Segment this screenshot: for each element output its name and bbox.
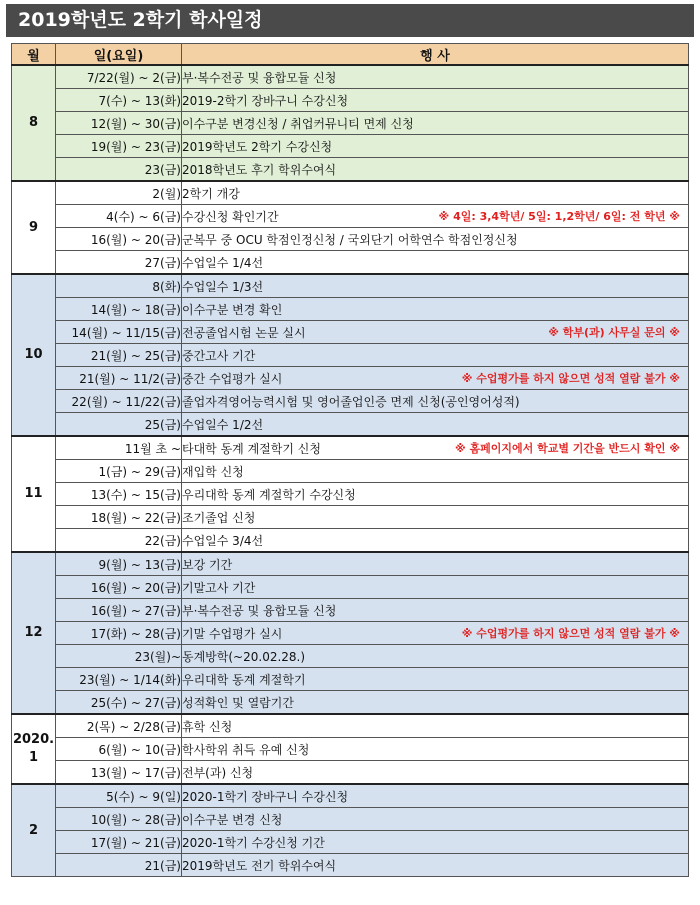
event-cell — [182, 714, 689, 738]
event-cell — [182, 529, 689, 553]
event-cell — [182, 390, 689, 413]
event-cell — [182, 599, 689, 622]
event-cell — [182, 808, 689, 831]
table-row — [12, 714, 689, 738]
event-text: 휴학 신청 — [182, 719, 233, 734]
date-cell: 21(월) ~ 11/2(금) — [56, 367, 182, 390]
date-cell: 4(수) ~ 6(금) — [56, 205, 182, 228]
table-row — [12, 552, 689, 576]
table-row — [12, 668, 689, 691]
date-cell: 21(월) ~ 25(금) — [56, 344, 182, 367]
event-note: ※ 수업평가를 하지 않으면 성적 열람 불가 ※ — [461, 372, 680, 385]
date-cell: 6(월) ~ 10(금) — [56, 738, 182, 761]
event-text: 부·복수전공 및 융합모듈 신청 — [182, 70, 337, 85]
date-cell: 27(금) — [56, 251, 182, 275]
date-cell: 18(월) ~ 22(금) — [56, 506, 182, 529]
event-text: 2학기 개강 — [182, 186, 240, 201]
date-cell: 5(수) ~ 9(일) — [56, 784, 182, 808]
event-text: 졸업자격영어능력시험 및 영어졸업인증 면제 신청(공인영어성적) — [182, 394, 520, 409]
event-cell — [182, 344, 689, 367]
table-row — [12, 413, 689, 437]
event-text: 수업일수 1/2선 — [182, 417, 264, 432]
event-text: 성적확인 및 열람기간 — [182, 695, 294, 710]
event-cell — [182, 65, 689, 89]
event-cell — [182, 321, 689, 344]
event-cell — [182, 112, 689, 135]
date-cell: 25(수) ~ 27(금) — [56, 691, 182, 715]
event-cell — [182, 761, 689, 785]
event-cell — [182, 158, 689, 182]
event-text: 부·복수전공 및 융합모듈 신청 — [182, 603, 337, 618]
date-cell: 7(수) ~ 13(화) — [56, 89, 182, 112]
event-text: 중간고사 기간 — [182, 348, 256, 363]
date-cell: 13(수) ~ 15(금) — [56, 483, 182, 506]
date-cell: 10(월) ~ 28(금) — [56, 808, 182, 831]
table-row — [12, 158, 689, 182]
month-cell: 8 — [12, 65, 56, 181]
table-row — [12, 761, 689, 785]
date-cell: 19(월) ~ 23(금) — [56, 135, 182, 158]
date-cell: 16(월) ~ 20(금) — [56, 576, 182, 599]
date-cell: 16(월) ~ 27(금) — [56, 599, 182, 622]
event-text: 수업일수 1/3선 — [182, 279, 264, 294]
event-text: 재입학 신청 — [182, 464, 244, 479]
event-text: 수업일수 1/4선 — [182, 255, 264, 270]
table-row — [12, 738, 689, 761]
date-cell: 2(월) — [56, 181, 182, 205]
table-row — [12, 784, 689, 808]
event-cell — [182, 298, 689, 321]
event-text: 우리대학 동계 계절학기 수강신청 — [182, 487, 356, 502]
event-cell — [182, 181, 689, 205]
month-cell: 2020. 1 — [12, 714, 56, 784]
date-cell: 17(월) ~ 21(금) — [56, 831, 182, 854]
event-cell — [182, 460, 689, 483]
month-cell: 10 — [12, 274, 56, 436]
date-cell: 13(월) ~ 17(금) — [56, 761, 182, 785]
header-event: 행 사 — [182, 44, 689, 66]
date-cell: 23(월) ~ 1/14(화) — [56, 668, 182, 691]
event-cell — [182, 576, 689, 599]
page-title: 2019학년도 2학기 학사일정 — [6, 4, 694, 37]
date-cell: 21(금) — [56, 854, 182, 877]
event-cell — [182, 413, 689, 437]
event-text: 중간 수업평가 실시 — [182, 371, 283, 386]
table-row — [12, 645, 689, 668]
table-row — [12, 599, 689, 622]
event-cell — [182, 436, 689, 460]
event-cell — [182, 738, 689, 761]
event-note: ※ 4일: 3,4학년/ 5일: 1,2학년/ 6일: 전 학년 ※ — [438, 210, 680, 223]
month-cell: 12 — [12, 552, 56, 714]
date-cell: 8(화) — [56, 274, 182, 298]
event-note: ※ 홈페이지에서 학교별 기간을 반드시 확인 ※ — [454, 442, 680, 455]
table-row — [12, 251, 689, 275]
table-row — [12, 344, 689, 367]
event-cell — [182, 367, 689, 390]
table-row — [12, 112, 689, 135]
date-cell: 14(월) ~ 18(금) — [56, 298, 182, 321]
event-text: 기말고사 기간 — [182, 580, 256, 595]
event-text: 기말 수업평가 실시 — [182, 626, 283, 641]
date-cell: 25(금) — [56, 413, 182, 437]
table-row — [12, 274, 689, 298]
event-cell — [182, 251, 689, 275]
table-row — [12, 831, 689, 854]
event-text: 전공졸업시험 논문 실시 — [182, 325, 306, 340]
table-row — [12, 65, 689, 89]
date-cell: 23(금) — [56, 158, 182, 182]
table-row — [12, 367, 689, 390]
table-row — [12, 205, 689, 228]
date-cell: 1(금) ~ 29(금) — [56, 460, 182, 483]
event-text: 2019학년도 전기 학위수여식 — [182, 858, 337, 873]
month-cell: 2 — [12, 784, 56, 877]
event-cell — [182, 205, 689, 228]
table-row — [12, 228, 689, 251]
event-text: 전부(과) 신청 — [182, 765, 254, 780]
event-text: 2019학년도 2학기 수강신청 — [182, 139, 333, 154]
date-cell: 12(월) ~ 30(금) — [56, 112, 182, 135]
event-cell — [182, 89, 689, 112]
event-cell — [182, 784, 689, 808]
table-row — [12, 390, 689, 413]
event-text: 보강 기간 — [182, 557, 233, 572]
table-row — [12, 529, 689, 553]
event-text: 동계방학(~20.02.28.) — [182, 649, 306, 664]
event-cell — [182, 135, 689, 158]
date-cell: 16(월) ~ 20(금) — [56, 228, 182, 251]
event-cell — [182, 506, 689, 529]
table-row — [12, 808, 689, 831]
event-text: 2020-1학기 수강신청 기간 — [182, 835, 325, 850]
event-note: ※ 수업평가를 하지 않으면 성적 열람 불가 ※ — [461, 627, 680, 640]
event-text: 이수구분 변경 신청 — [182, 812, 283, 827]
event-cell — [182, 274, 689, 298]
table-row — [12, 135, 689, 158]
event-text: 수강신청 확인기간 — [182, 209, 279, 224]
date-cell: 11월 초 ~ — [56, 436, 182, 460]
table-row — [12, 622, 689, 645]
table-row — [12, 89, 689, 112]
event-cell — [182, 831, 689, 854]
table-row — [12, 506, 689, 529]
header-month: 월 — [12, 44, 56, 66]
table-row — [12, 460, 689, 483]
event-text: 2018학년도 후기 학위수여식 — [182, 162, 337, 177]
event-text: 2020-1학기 장바구니 수강신청 — [182, 789, 349, 804]
event-text: 2019-2학기 장바구니 수강신청 — [182, 93, 349, 108]
date-cell: 2(목) ~ 2/28(금) — [56, 714, 182, 738]
event-cell — [182, 483, 689, 506]
event-cell — [182, 622, 689, 645]
month-cell: 9 — [12, 181, 56, 274]
event-text: 군복무 중 OCU 학점인정신청 / 국외단기 어학연수 학점인정신청 — [182, 232, 518, 247]
event-text: 학사학위 취득 유예 신청 — [182, 742, 310, 757]
table-header-row — [12, 44, 689, 66]
event-cell — [182, 645, 689, 668]
event-text: 조기졸업 신청 — [182, 510, 256, 525]
table-row — [12, 483, 689, 506]
event-text: 이수구분 변경신청 / 취업커뮤니티 면제 신청 — [182, 116, 414, 131]
event-text: 타대학 동계 계절학기 신청 — [182, 441, 321, 456]
table-row — [12, 321, 689, 344]
event-cell — [182, 691, 689, 715]
date-cell: 9(월) ~ 13(금) — [56, 552, 182, 576]
table-row — [12, 298, 689, 321]
month-cell: 11 — [12, 436, 56, 552]
table-row — [12, 181, 689, 205]
table-row — [12, 854, 689, 877]
event-cell — [182, 228, 689, 251]
date-cell: 23(월)~ — [56, 645, 182, 668]
table-row — [12, 576, 689, 599]
date-cell: 22(금) — [56, 529, 182, 553]
date-cell: 22(월) ~ 11/22(금) — [56, 390, 182, 413]
event-cell — [182, 854, 689, 877]
event-text: 수업일수 3/4선 — [182, 533, 264, 548]
event-note: ※ 학부(과) 사무실 문의 ※ — [548, 326, 680, 339]
table-row — [12, 691, 689, 715]
event-cell — [182, 668, 689, 691]
table-row — [12, 436, 689, 460]
event-cell — [182, 552, 689, 576]
schedule-body — [12, 65, 689, 877]
date-cell: 14(월) ~ 11/15(금) — [56, 321, 182, 344]
schedule-table — [11, 43, 689, 877]
event-text: 우리대학 동계 계절학기 — [182, 672, 306, 687]
header-date: 일(요일) — [56, 44, 182, 66]
event-text: 이수구분 변경 확인 — [182, 302, 283, 317]
date-cell: 7/22(월) ~ 2(금) — [56, 65, 182, 89]
date-cell: 17(화) ~ 28(금) — [56, 622, 182, 645]
